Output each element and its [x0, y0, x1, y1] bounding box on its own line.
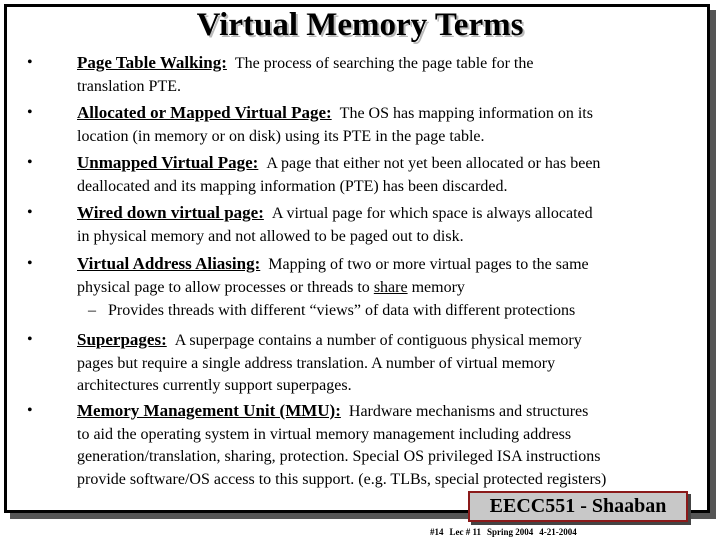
- bullet-dot: •: [27, 104, 33, 121]
- sub-bullet: [88, 300, 708, 322]
- bullet-text: [77, 152, 707, 198]
- bullet-text: [77, 329, 707, 398]
- definition-line: A superpage contains a number of contiguous physical memory: [174, 332, 582, 349]
- bullet-text: [77, 400, 707, 491]
- definition-line: physical page to allow processes or threads to: [77, 278, 370, 296]
- share-word: share: [373, 278, 408, 296]
- sub-bullet-dash: –: [88, 302, 96, 319]
- definition-line: Hardware mechanisms and structures: [348, 403, 589, 420]
- term-label: Allocated or Mapped Virtual Page:: [77, 103, 332, 122]
- definition-line: A virtual page for which space is always allocated: [271, 205, 593, 222]
- definition-line: deallocated and its mapping information (PTE) has been discarded.: [77, 177, 508, 195]
- term-label: Page Table Walking:: [77, 53, 227, 72]
- definition-line: to aid the operating system in virtual memory management including address: [77, 425, 572, 443]
- definition-line: pages but require a single address translation. A number of virtual memory: [77, 354, 556, 372]
- slide-title: Virtual Memory Terms: [196, 7, 524, 43]
- term-label: Unmapped Virtual Page:: [77, 153, 259, 172]
- bullet-dot: •: [27, 402, 33, 419]
- definition-line: location (in memory or on disk) using its PTE in the page table.: [77, 127, 485, 145]
- bullet-text: [77, 202, 707, 248]
- definition-line: provide software/OS access to this support. (e.g. TLBs, special protected registers): [77, 470, 607, 488]
- definition-line: The OS has mapping information on its: [339, 105, 593, 122]
- term-label: Virtual Address Aliasing:: [77, 254, 261, 273]
- definition-line: The process of searching the page table for the: [234, 55, 534, 72]
- definition-line: A page that either not yet been allocated or has been: [266, 155, 601, 172]
- definition-line: Mapping of two or more virtual pages to the same: [268, 256, 589, 273]
- term-label: Superpages:: [77, 330, 167, 349]
- bullet-dot: •: [27, 54, 33, 71]
- semester: Spring 2004: [487, 527, 534, 537]
- bullet-text: [77, 253, 707, 299]
- term-label: Wired down virtual page:: [77, 203, 264, 222]
- definition-line: in physical memory and not allowed to be paged out to disk.: [77, 227, 464, 245]
- definition-line: architectures currently support superpages.: [77, 377, 352, 394]
- definition-line: memory: [411, 278, 465, 296]
- lecture-date: 4-21-2004: [539, 527, 577, 537]
- course-badge: EECC551 - Shaaban: [468, 491, 688, 522]
- bullet-text: [77, 52, 707, 98]
- bullet-text: [77, 102, 707, 148]
- bullet-dot: •: [27, 154, 33, 171]
- sub-bullet-text: Provides threads with different “views” of data with different protections: [108, 302, 576, 319]
- footer-info: [430, 527, 720, 538]
- bullet-dot: •: [27, 331, 33, 348]
- bullet-dot: •: [27, 204, 33, 221]
- definition-line: generation/translation, sharing, protection. Special OS privileged ISA instructions: [77, 448, 601, 465]
- term-label: Memory Management Unit (MMU):: [77, 401, 341, 420]
- definition-line: translation PTE.: [77, 77, 181, 95]
- bullet-dot: •: [27, 255, 33, 272]
- lecture-number: Lec # 11: [449, 527, 481, 537]
- slide-number: #14: [430, 527, 444, 537]
